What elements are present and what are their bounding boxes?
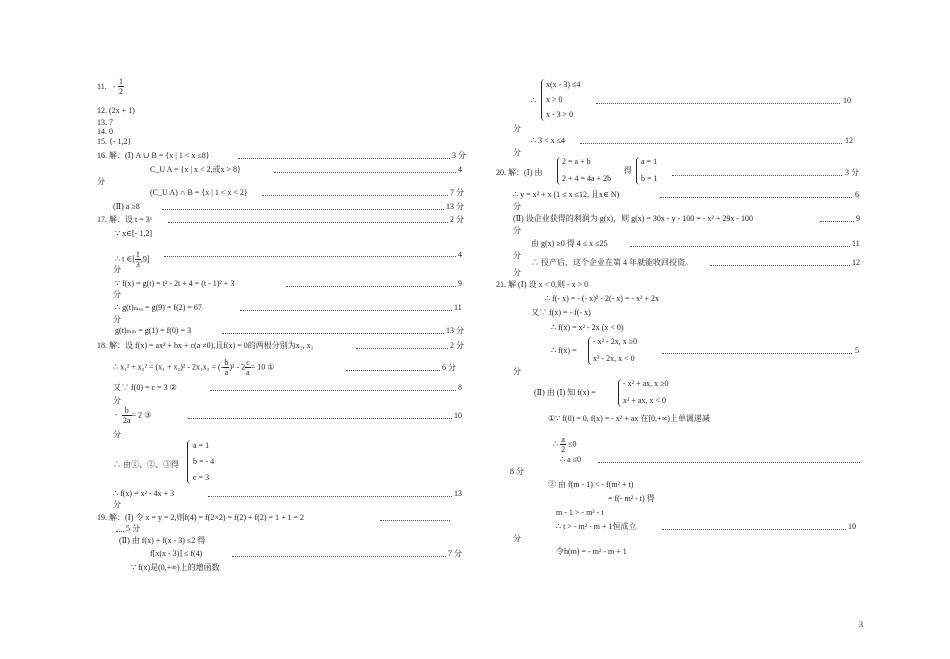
leader-dots	[164, 256, 456, 257]
fraction-numerator: b	[122, 406, 132, 416]
answer-14: 14. 0	[97, 127, 113, 136]
leader-dots	[222, 333, 444, 334]
q20-line-4-score: 11	[852, 239, 860, 248]
q16-line-4-score: 13 分	[446, 202, 464, 211]
q17-line-3-prefix: ∴ t ∈[	[115, 254, 135, 264]
score-unit: 分	[113, 265, 121, 274]
q20-solution-a: a = 1	[641, 157, 658, 166]
q19-line-4: f[x(x - 3)] ≤ f(4)	[150, 549, 203, 558]
q17-line-6-score: 13 分	[446, 326, 464, 335]
q18-system-eq-2: b = - 4	[193, 457, 215, 466]
q18-line-4-score: 10	[454, 411, 462, 420]
q18-line-2-score: 6 分	[442, 363, 456, 372]
q18-line-2-part-3: = 10 ①	[250, 362, 275, 372]
q20-score-1: 3 分	[845, 168, 859, 177]
leader-dots	[662, 353, 852, 354]
answer-11-label: 11.	[97, 82, 107, 91]
leader-dots	[116, 531, 124, 532]
leader-dots	[168, 222, 448, 223]
continued-therefore: ∴	[531, 96, 537, 105]
page-number: 3	[859, 620, 863, 629]
piecewise-case-1: - x² - 2x, x ≥0	[593, 337, 638, 346]
q20-line-3: (Ⅱ) 设企业获得的利润为 g(x)，则 g(x) = 30x - y - 100 = - x² + 29x - 100	[513, 214, 754, 223]
leader-dots	[208, 496, 452, 497]
score-unit: 分	[113, 500, 121, 509]
piecewise-case-2: x² - 2x, x < 0	[593, 354, 635, 363]
q21-line-4: ∴ f(x) = x² - 2x (x < 0)	[551, 323, 624, 332]
q20-system-eq-1: 2 = a + b	[562, 157, 591, 166]
fraction-denominator: 3	[135, 260, 140, 269]
score-unit: 分	[113, 430, 121, 439]
q17-line-6: g(t)ₘᵢₙ = g(1) = f(0) = 3	[115, 326, 192, 335]
fraction-denominator: a	[224, 368, 229, 377]
q20-prefix: 20. 解：(Ⅰ) 由	[496, 168, 543, 177]
q17-line-3-suffix: ,9]	[140, 254, 150, 264]
leader-dots	[262, 195, 448, 196]
q18-line-4-suffix: = 2 ③	[131, 410, 152, 420]
q18-line-6: ∴ f(x) = x² - 4x + 3	[113, 489, 175, 498]
q17-line-4: ∵ f(x) = g(t) = t² - 2t + 4 = (t - 1)² + 3	[115, 279, 235, 288]
q17-line-5-score: 11	[454, 303, 462, 312]
q21-line-3: 又∵ f(x) = - f(- x)	[531, 308, 591, 317]
q21-line-8-prefix: ∴	[553, 439, 559, 449]
q21-line-12: = f(- m² - t) 得	[608, 494, 655, 503]
q21-line-10: 8 分	[510, 467, 524, 476]
leader-dots	[210, 390, 456, 391]
q16-line-1: 16. 解：(Ⅰ) A ∪ B = {x | 1 < x ≤8}	[97, 151, 210, 160]
leader-dots	[580, 143, 842, 144]
fraction-numerator: 1	[119, 77, 123, 86]
leader-dots	[162, 209, 444, 210]
fraction-numerator: c	[246, 358, 250, 367]
leader-dots	[630, 246, 850, 247]
score-unit: 分	[113, 396, 121, 405]
interval-result-score: 12	[845, 136, 853, 145]
leader-dots	[274, 172, 456, 173]
q18-line-3: 又∵ f(0) = c = 3 ②	[113, 383, 177, 392]
fraction-numerator: b	[224, 358, 229, 367]
leader-dots	[662, 529, 846, 530]
q18-line-2-part-1: ∴ x₁² + x₂² = (x₁ + x₂)² - 2x₁x₂ = (-	[113, 362, 224, 372]
q21-line-14-score: 10	[848, 522, 856, 531]
q21-line-13: m - 1 > - m² - t	[556, 508, 604, 517]
q16-line-2-score: 4	[458, 165, 462, 174]
leader-dots	[188, 418, 452, 419]
leader-dots	[346, 370, 440, 371]
q16-line-3-score: 7 分	[450, 188, 464, 197]
score-unit: 分	[513, 148, 521, 157]
q20-line-5: ∴ 投产后，这个企业在第 4 年就能收回投资。	[531, 258, 693, 267]
score-unit: 分	[513, 268, 521, 277]
q18-line-1: 18. 解：设 f(x) = ax² + bx + c(a ≠0),且f(x) = 0的两根分别为x₁, x₂	[97, 341, 314, 350]
leader-dots	[286, 286, 456, 287]
q21-line-9: ∴ a ≤0	[560, 455, 582, 464]
leader-dots	[232, 556, 446, 557]
q17-line-1-score: 2 分	[450, 215, 464, 224]
q20-line-3-score: 9	[856, 214, 860, 223]
q20-system-eq-2: 2 + 4 = 4a + 2b	[562, 174, 612, 183]
fraction-denominator: a	[246, 368, 250, 377]
q21-line-7: ①∵ f(0) = 0, f(x) = - x² + ax 在[0,+∞)上单调递减	[548, 414, 710, 423]
q19-line-4-score: 7 分	[448, 549, 462, 558]
q16-line-3: (C_U A) ∩ B = {x | 1 < x < 2}	[150, 188, 248, 197]
q21-line-1: 21. 解 (Ⅰ) 设 x < 0,则 - x > 0	[496, 280, 589, 289]
q17-line-1: 17. 解：设 t = 3ˣ	[97, 215, 153, 224]
q18-line-4	[122, 406, 151, 425]
q21-line-2: ∴ f(- x) = - (- x)² - 2(- x) = - x² + 2x	[545, 294, 660, 303]
q21-line-5-score: 5	[855, 346, 859, 355]
answer-12: 12. (2x + 1)	[97, 106, 135, 115]
score-unit: 分	[113, 290, 121, 299]
q18-line-6-score: 13	[454, 489, 462, 498]
q16-line-1-score: 3 分	[452, 151, 466, 160]
leader-dots	[710, 265, 850, 266]
leader-dots	[596, 103, 840, 104]
score-unit: 分	[513, 202, 521, 211]
fraction-numerator: a	[561, 435, 565, 444]
q16-line-2: C_U A = {x | x < 2,或x > 8}	[150, 165, 241, 174]
answer-15: 15. {- 1,2}	[97, 137, 132, 146]
q19-line-3: (Ⅱ) 由 f(x) + f(x - 3) ≤2 得	[119, 536, 206, 545]
q21-line-15: 令h(m) = - m² - m + 1	[556, 547, 627, 556]
q19-line-2: 5 分	[126, 524, 140, 533]
q19-line-5: ∵ f(x)是(0,+∞)上的增函数	[131, 563, 220, 572]
score-unit: 分	[513, 251, 521, 260]
q18-system-eq-1: a = 1	[193, 441, 210, 450]
q21-line-8	[553, 435, 576, 454]
system-brace	[187, 440, 192, 484]
inequality-2: x > 0	[546, 95, 563, 104]
leader-dots	[672, 175, 842, 176]
q18-line-5: ∴ 由①、②、③得	[113, 460, 179, 469]
q20-line-2-score: 6	[855, 190, 859, 199]
score-unit: 分	[513, 367, 521, 376]
leader-dots	[380, 520, 450, 521]
system-score: 10	[843, 96, 851, 105]
q18-line-1-score: 2 分	[450, 341, 464, 350]
leader-dots	[240, 310, 452, 311]
q17-line-5: ∴ g(t)ₘₐₓ = g(9) = f(2) = 67	[115, 303, 202, 312]
q20-get: 得	[624, 166, 632, 175]
q16-line-4: (Ⅱ) a ≥8	[113, 202, 140, 211]
score-unit: 分	[513, 534, 521, 543]
fraction-denominator: 2	[561, 445, 566, 454]
piecewise-case-1: - x² + ax, x ≥0	[623, 379, 669, 388]
q17-line-3-score: 4	[458, 250, 462, 259]
q18-line-4-sign: -	[115, 410, 118, 419]
inequality-3: x - 3 > 0	[546, 110, 574, 119]
q21-line-8-suffix: ≤0	[568, 439, 577, 449]
leader-dots	[820, 221, 854, 222]
leader-dots	[356, 348, 448, 349]
q21-line-11: ② 由 f(m - 1) < - f(m² + t)	[548, 480, 634, 489]
piecewise-case-2: x² + ax, x < 0	[623, 396, 666, 405]
q18-line-2	[113, 358, 274, 377]
answer-11-fraction	[118, 77, 124, 96]
q19-line-1: 19. 解：(Ⅰ) 令 x = y = 2,则f(4) = f(2×2) = f(2) + f(2) = 1 + 1 = 2	[97, 513, 305, 522]
q18-line-2-part-2: )² - 2	[229, 362, 246, 372]
interval-result: ∴ 3 < x ≤4	[531, 136, 565, 145]
q20-line-4: 由 g(x) ≥0 得 4 ≤ x ≤25	[531, 239, 608, 248]
score-unit: 分	[513, 124, 521, 133]
q18-system-eq-3: c = 3	[193, 473, 210, 482]
score-unit: 分	[97, 177, 105, 186]
answer-13: 13. 7	[97, 118, 113, 127]
q21-line-5-prefix: ∴ f(x) =	[551, 346, 577, 355]
score-unit: 分	[113, 315, 121, 324]
q17-line-2: ∵ x∈[- 1,2]	[115, 229, 153, 238]
fraction-numerator: 1	[135, 250, 140, 259]
fraction-denominator: 2	[119, 87, 123, 96]
fraction-denominator: 2a	[123, 416, 131, 425]
answer-11-sign: -	[113, 82, 116, 91]
q20-line-5-score: 12	[852, 258, 860, 267]
inequality-1: x(x - 3) ≤4	[546, 80, 581, 89]
leader-dots	[598, 462, 860, 463]
q18-line-3-score: 8	[458, 383, 462, 392]
q17-line-4-score: 9	[458, 279, 462, 288]
leader-dots	[238, 158, 450, 159]
q21-line-14: ∴ t > - m² - m + 1恒成立	[556, 522, 637, 531]
q20-solution-b: b = 1	[641, 174, 658, 183]
q20-line-2: ∴ y = x² + x (1 ≤ x ≤12, 且x∈ N)	[513, 190, 620, 199]
q21-line-6-prefix: (Ⅱ) 由 (Ⅰ) 知 f(x) =	[534, 388, 596, 397]
score-unit: 分	[513, 226, 521, 235]
leader-dots	[660, 197, 852, 198]
